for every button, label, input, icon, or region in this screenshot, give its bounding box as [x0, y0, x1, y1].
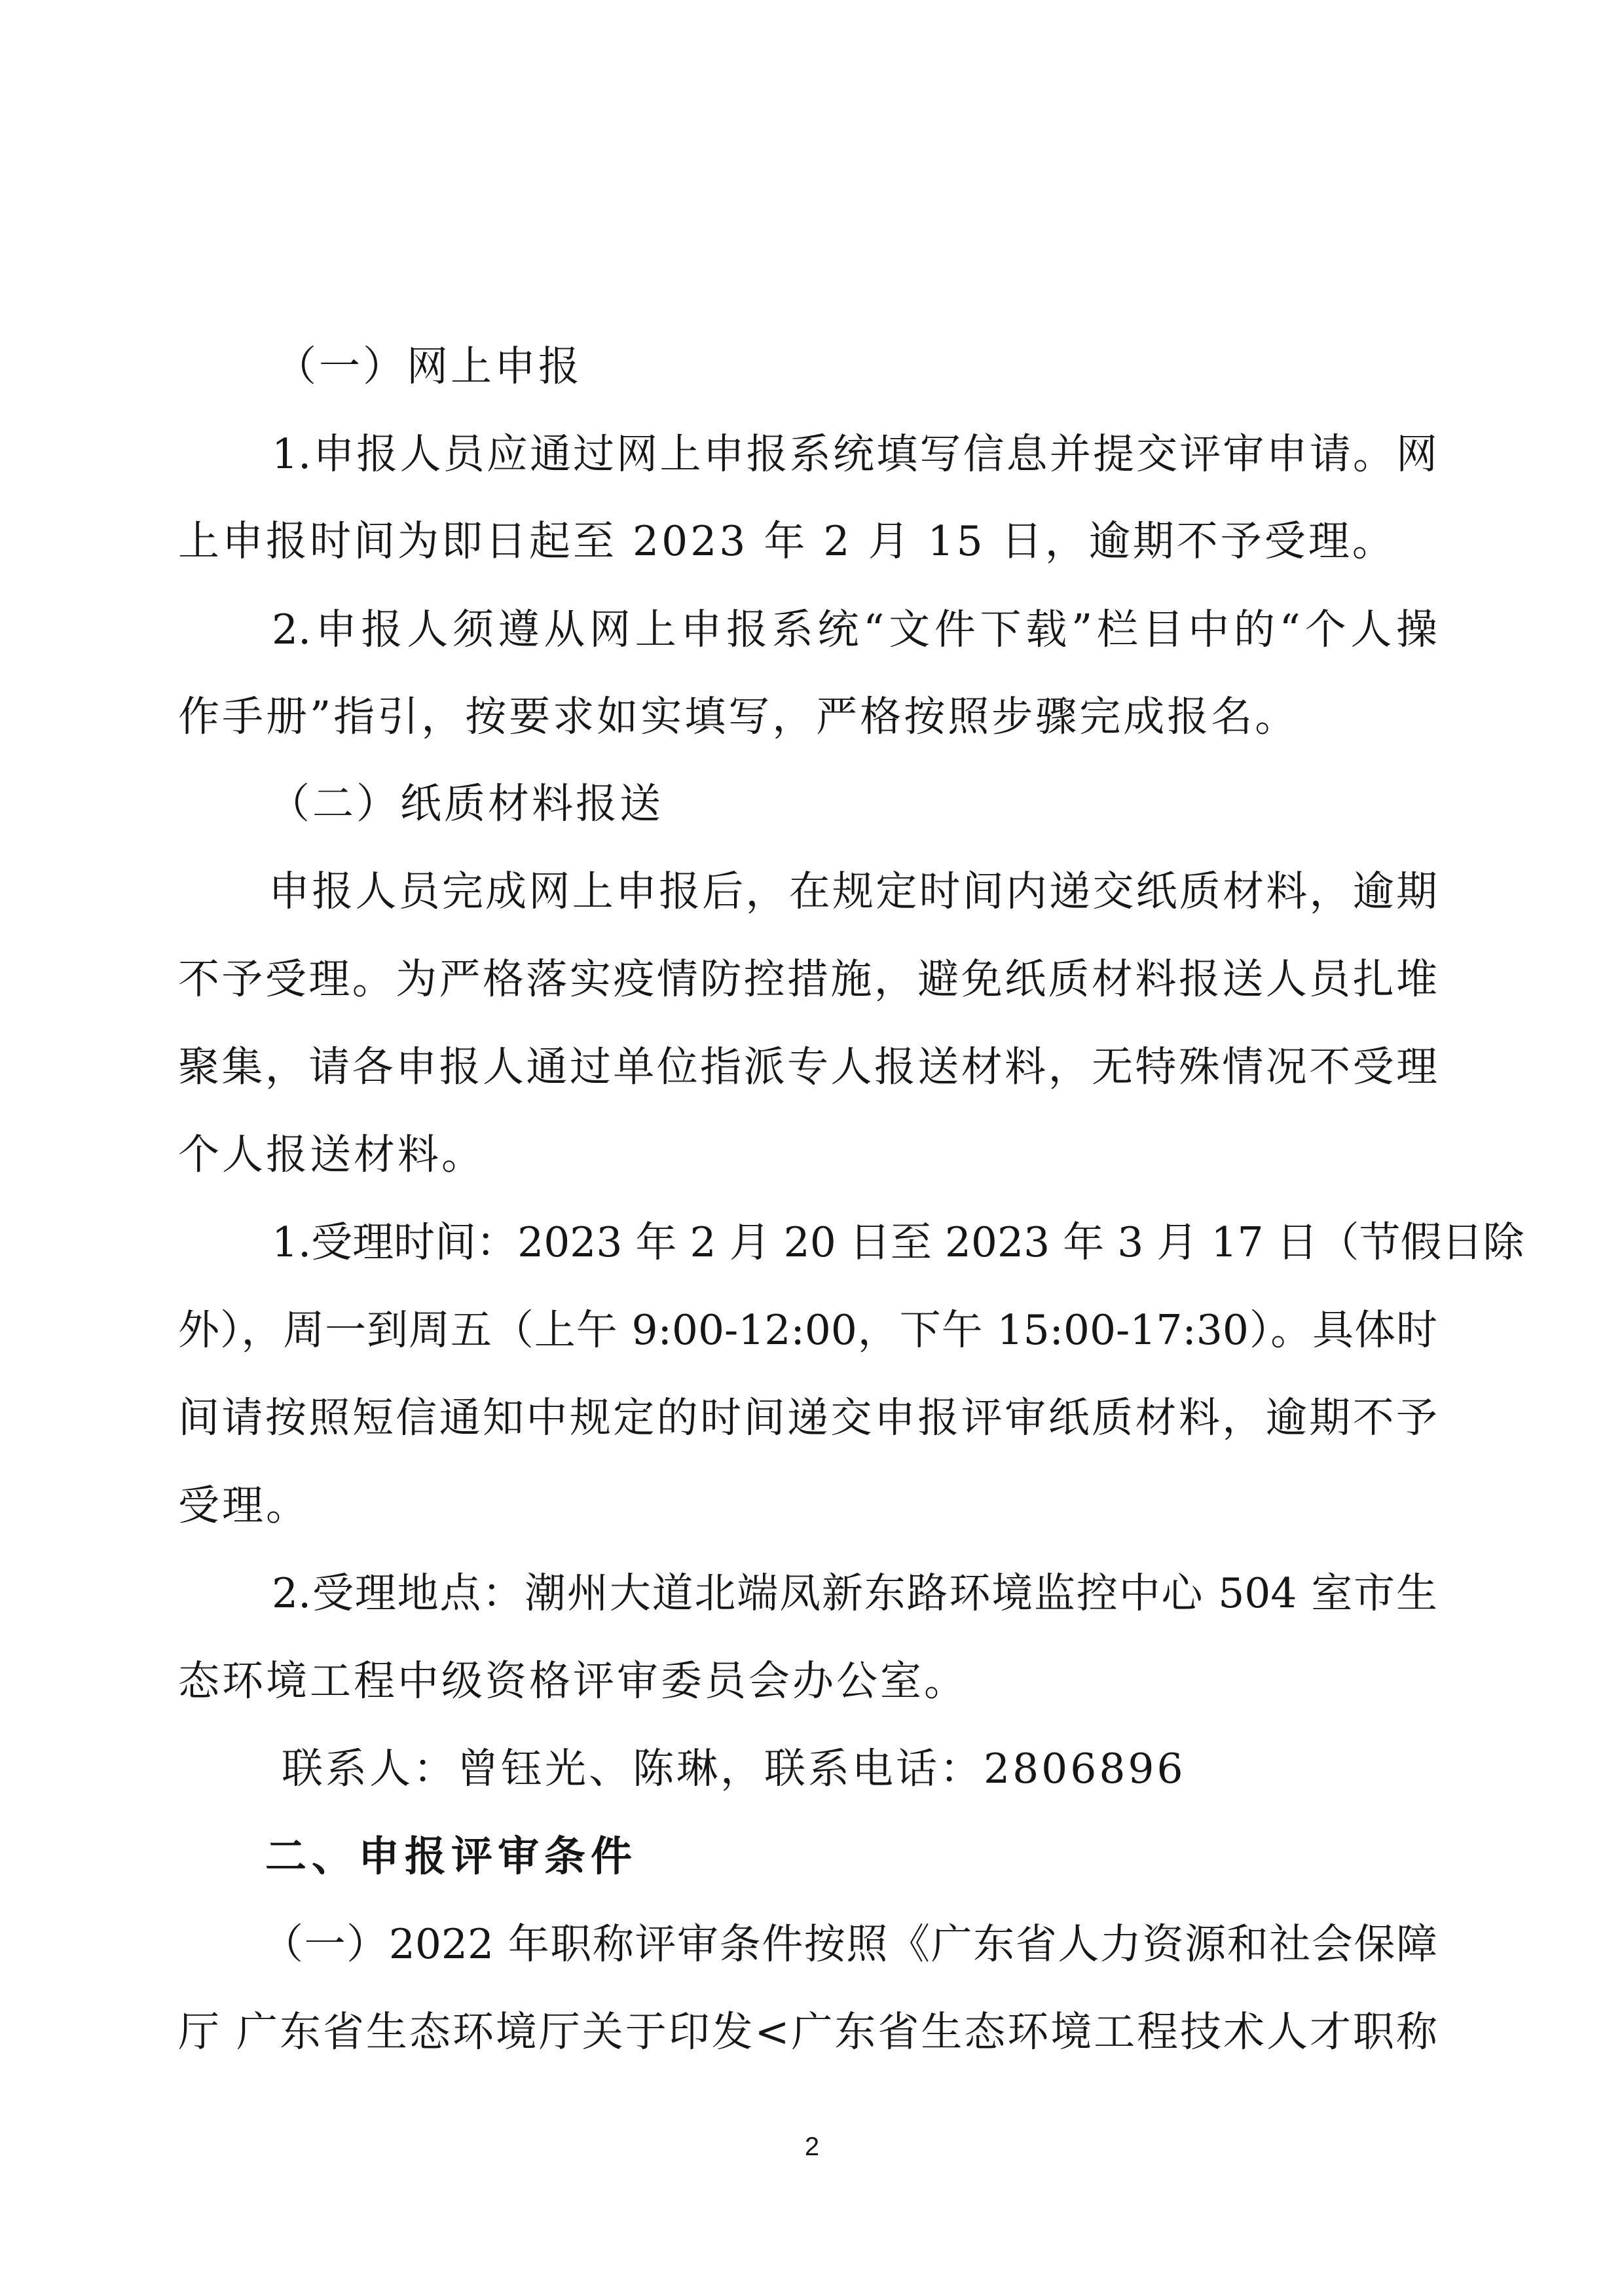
page-number: 2: [804, 2132, 820, 2161]
paragraph-line: 间请按照短信通知中规定的时间递交申报评审纸质材料，逾期不予: [178, 1394, 1437, 1442]
paragraph-line: 申报人员完成网上申报后，在规定时间内递交纸质材料，逾期: [268, 867, 1437, 915]
sub-heading-paper: （二）纸质材料报送: [268, 780, 663, 828]
sub-heading-online: （一）网上申报: [275, 342, 582, 390]
paragraph-line: 上申报时间为即日起至 2023 年 2 月 15 日，逾期不予受理。: [178, 517, 1396, 565]
paragraph-line: 2.申报人须遵从网上申报系统“文件下载”栏目中的“个人操: [272, 606, 1437, 653]
paragraph-line: 2.受理地点：潮州大道北端凤新东路环境监控中心 504 室市生: [272, 1569, 1437, 1617]
section-heading: 二、申报评审条件: [265, 1832, 637, 1880]
paragraph-line: 个人报送材料。: [178, 1131, 485, 1178]
paragraph-line: 不予受理。为严格落实疫情防控措施，避免纸质材料报送人员扎堆: [178, 955, 1437, 1003]
paragraph-line: 聚集，请各申报人通过单位指派专人报送材料，无特殊情况不受理: [178, 1043, 1437, 1091]
paragraph-line: （一）2022 年职称评审条件按照《广东省人力资源和社会保障: [262, 1920, 1437, 1968]
paragraph-line: 1.受理时间：2023 年 2 月 20 日至 2023 年 3 月 17 日（节假日除: [272, 1218, 1524, 1266]
paragraph-line: 态环境工程中级资格评审委员会办公室。: [178, 1657, 968, 1705]
paragraph-line: 受理。: [178, 1482, 310, 1529]
paragraph-line: 作手册”指引，按要求如实填写，严格按照步骤完成报名。: [178, 693, 1299, 740]
paragraph-line: 外），周一到周五（上午 9:00-12:00，下午 15:00-17:30）。具体时: [178, 1306, 1437, 1354]
contact-line: 联系人：曾钰光、陈琳，联系电话：2806896: [282, 1745, 1186, 1793]
paragraph-line: 厅 广东省生态环境厅关于印发<广东省生态环境工程技术人才职称: [178, 2008, 1437, 2056]
paragraph-line: 1.申报人员应通过网上申报系统填写信息并提交评审申请。网: [272, 430, 1437, 478]
